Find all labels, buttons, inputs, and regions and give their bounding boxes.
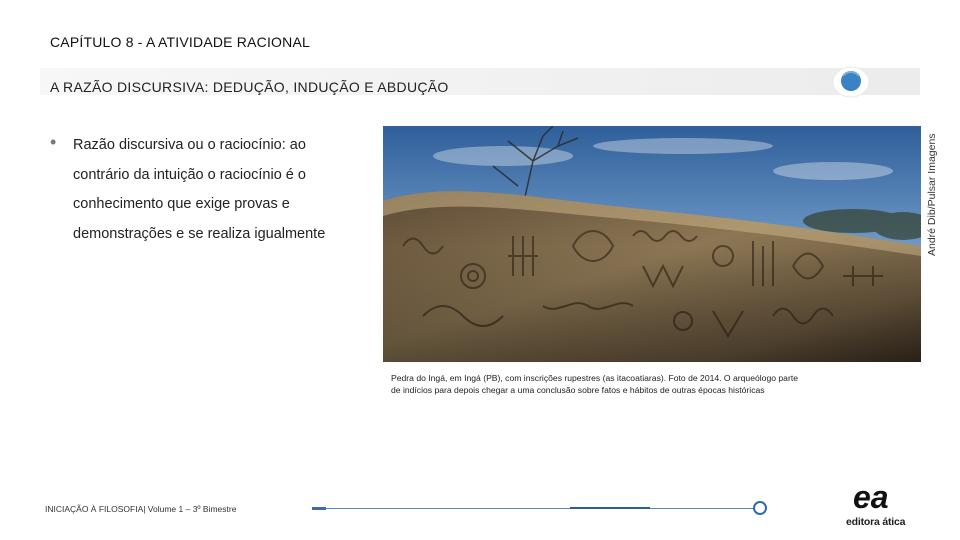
- footer-course-label: INICIAÇÃO À FILOSOFIA| Volume 1 – 3º Bimestre: [45, 504, 237, 514]
- footer-divider: [326, 508, 756, 509]
- bullet-marker: •: [50, 132, 57, 152]
- header-circle-icon: [832, 66, 870, 98]
- figure-caption: [391, 373, 911, 396]
- caption-line: de indícios para depois chegar a uma conclusão sobre fatos e hábitos de outras épocas históricas: [391, 384, 765, 395]
- rock-inscription-photo: [383, 126, 921, 362]
- editora-logo-text: editora ática: [846, 516, 906, 528]
- footer-divider-highlight: [570, 507, 650, 509]
- footer-divider-accent: [312, 507, 326, 510]
- footer-ring-icon: [753, 501, 767, 515]
- chapter-title: CAPÍTULO 8 - A ATIVIDADE RACIONAL: [50, 34, 310, 50]
- bullet-line: contrário da intuição o raciocínio é o: [73, 166, 306, 183]
- bullet-line: conhecimento que exige provas e: [73, 196, 290, 212]
- section-title: A RAZÃO DISCURSIVA: DEDUÇÃO, INDUÇÃO E ABDUÇÃO: [50, 79, 449, 95]
- editora-logo-icon: [851, 482, 903, 512]
- photo-credit: [926, 126, 940, 256]
- caption-line: Pedra do Ingá, em Ingá (PB), com inscrições rupestres (as itacoatiaras). Foto de 2014. O arqueólogo parte: [391, 373, 798, 383]
- photo-illustration: [383, 126, 921, 362]
- logo-mark-text: ea: [853, 482, 889, 512]
- bullet-paragraph: [50, 131, 370, 249]
- photo-credit-text: André Dib/Pulsar Imagens: [926, 133, 938, 256]
- bullet-line: demonstrações e se realiza igualmente: [73, 225, 326, 242]
- bullet-line: Razão discursiva ou o raciocínio: ao: [73, 137, 306, 153]
